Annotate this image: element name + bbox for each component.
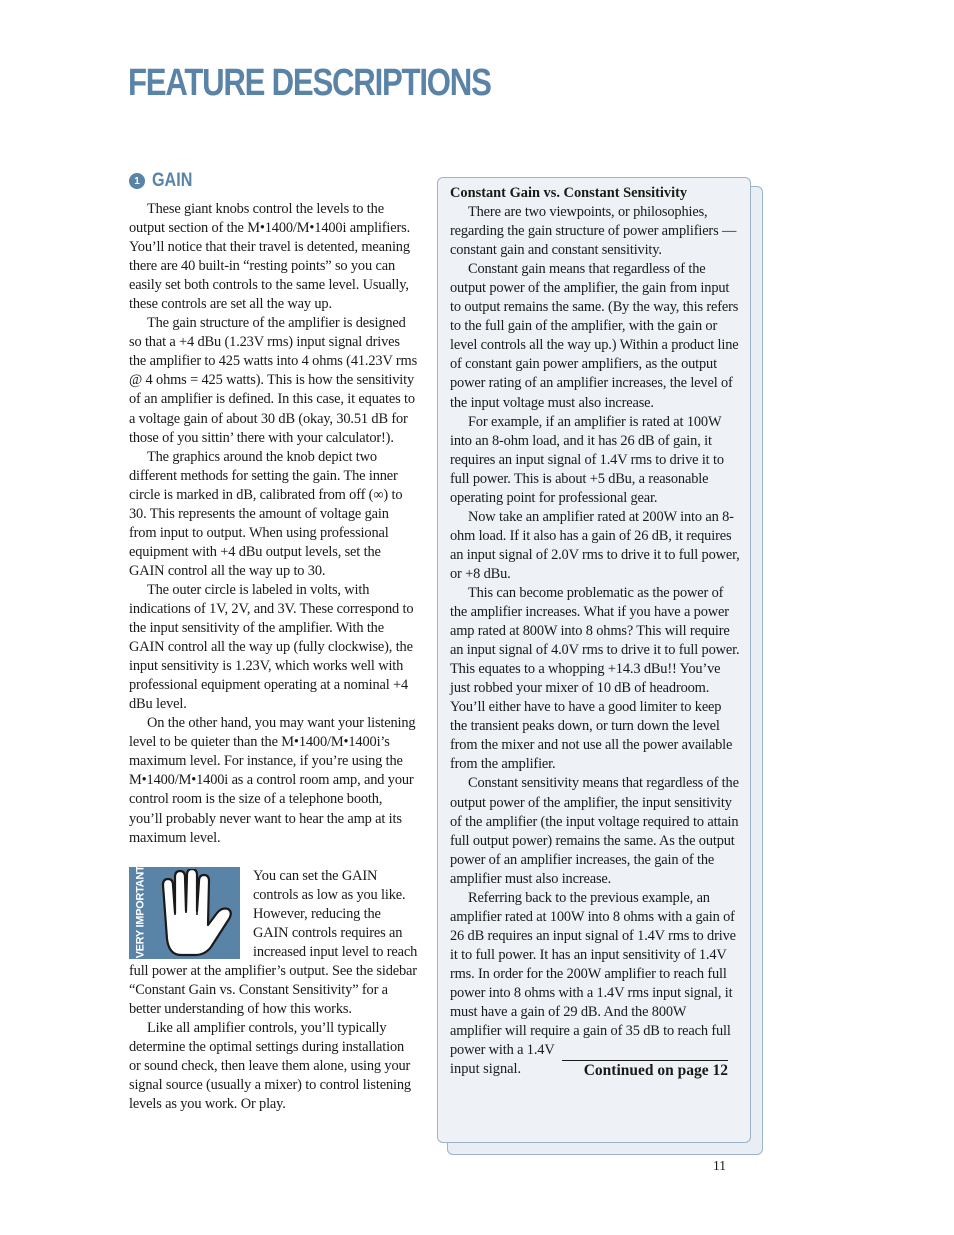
continued-row <box>450 1060 740 1079</box>
important-label: VERY IMPORTANT <box>134 865 146 958</box>
sidebar-paragraph: For example, if an amplifier is rated at 100W into an 8-ohm load, and it has 26 dB of gain, it requires an input signal of 1.4V rms to drive it to full power. This is about +5 dBu, a reasonable operating point for professional gear. <box>450 413 724 506</box>
sidebar-paragraph: This can become problematic as the power of the amplifier increases. What if you have a power amp rated at 800W into 8 ohms? This will require an input signal of 4.0V rms to drive it to full power. This equates to a whopping +14.3 dBu!! You’ve just robbed your mixer of 10 dB of headroom. You’ll either have to have a good limiter to keep the transient peaks down, or turn down the level from the mixer and not use all the power available from the amplifier. <box>450 584 740 773</box>
sidebar-box <box>437 177 751 1143</box>
body-paragraph: On the other hand, you may want your listening level to be quieter than the M•1400/M•1400i’s maximum level. For instance, if you’re using the M•1400/M•1400i as a control room amp, and your control room is the size of a telephone booth, you’ll probably never want to hear the amp at its maximum level. <box>129 715 416 846</box>
sidebar-paragraph: Referring back to the previous example, an amplifier rated at 100W into 8 ohms with a gain of 26 dB requires an input signal of 1.4V rms to drive it to full power. It has an input sensitivity of 1.4V rms. In order for the 200W amplifier to reach full power into 8 ohms with a 1.4V rms input signal, it must have a gain of 29 dB. And the 800W amplifier will require a gain of 35 dB to reach full power with a 1.4V <box>450 889 736 1059</box>
body-paragraph: These giant knobs control the levels to the output section of the M•1400/M•1400i amplifiers. You’ll notice that their travel is detented, meaning there are 40 built-in “resting points” so you can easily set both controls to the same level. Usually, these controls are set all the way up. <box>129 201 411 313</box>
important-text: You can set the GAIN controls as low as you like. However, reducing the GAIN controls requires an increased input level to reach full power at the amplifier’s output. See the sidebar “Constant Gain vs. Constant Sensitivity” for a better understanding of how this works. <box>129 867 418 1017</box>
page-number: 11 <box>713 1158 726 1173</box>
sidebar-paragraph: Constant sensitivity means that regardless of the output power of the amplifier, the input sensitivity of the amplifier (the input voltage required to attain full output power) remains the same. As the output power of an amplifier increases, the gain of the amplifier must also increase. <box>450 775 739 887</box>
left-column <box>129 170 418 1114</box>
sidebar-paragraph: Constant gain means that regardless of the output power of the amplifier, the gain from input to output remains the same. (By the way, this refers to the full gain of the amplifier, with the gain or level controls all the way up.) Within a product line of constant gain power amplifiers, as the output power rating of an amplifier increases, the level of the input voltage must also increase. <box>450 261 739 411</box>
section-number-badge: 1 <box>129 173 145 189</box>
important-figure <box>129 867 240 959</box>
closing-paragraph: Like all amplifier controls, you’ll typically determine the optimal settings during installation or sound check, then leave them alone, using your signal source (usually a mixer) to control listening levels as you work. Or play. <box>129 1019 411 1113</box>
continued-note: Continued on page 12 <box>562 1060 728 1080</box>
sidebar-paragraph: There are two viewpoints, or philosophies, regarding the gain structure of power amplifiers — constant gain and constant sensitivity. <box>450 204 737 259</box>
sidebar-title: Constant Gain vs. Constant Sensitivity <box>450 185 688 201</box>
section-heading <box>129 170 418 192</box>
raised-hand-icon <box>153 869 239 957</box>
body-paragraph: The graphics around the knob depict two different methods for setting the gain. The inner circle is marked in dB, calibrated from off (∞) to 30. This represents the amount of voltage gain from input to output. When using professional equipment with +4 dBu output levels, set the GAIN control all the way up to 30. <box>129 448 403 579</box>
body-paragraph: The outer circle is labeled in volts, with indications of 1V, 2V, and 3V. These correspond to the input sensitivity of the amplifier. With the GAIN control all the way up (fully clockwise), the input sensitivity is 1.23V, which works well with professional equipment operating at a nominal +4 dBu level. <box>129 581 414 713</box>
sidebar-paragraph: Now take an amplifier rated at 200W into an 8-ohm load. If it also has a gain of 26 dB, it requires an input signal of 2.0V rms to drive it to full power, or +8 dBu. <box>450 508 740 582</box>
important-note <box>129 867 418 1019</box>
page-title: FEATURE DESCRIPTIONS <box>128 62 491 104</box>
section-heading-text: GAIN <box>152 170 193 191</box>
sidebar-last-line: input signal. <box>450 1061 522 1078</box>
body-paragraph: The gain structure of the amplifier is designed so that a +4 dBu (1.23V rms) input signal drives the amplifier to 425 watts into 4 ohms (41.23V rms @ 4 ohms = 425 watts). This is how the sensitivity of an amplifier is defined. In this case, it equates to a voltage gain of about 30 dB (okay, 30.51 dB for those of you sittin’ there with your calculator!). <box>129 315 418 446</box>
